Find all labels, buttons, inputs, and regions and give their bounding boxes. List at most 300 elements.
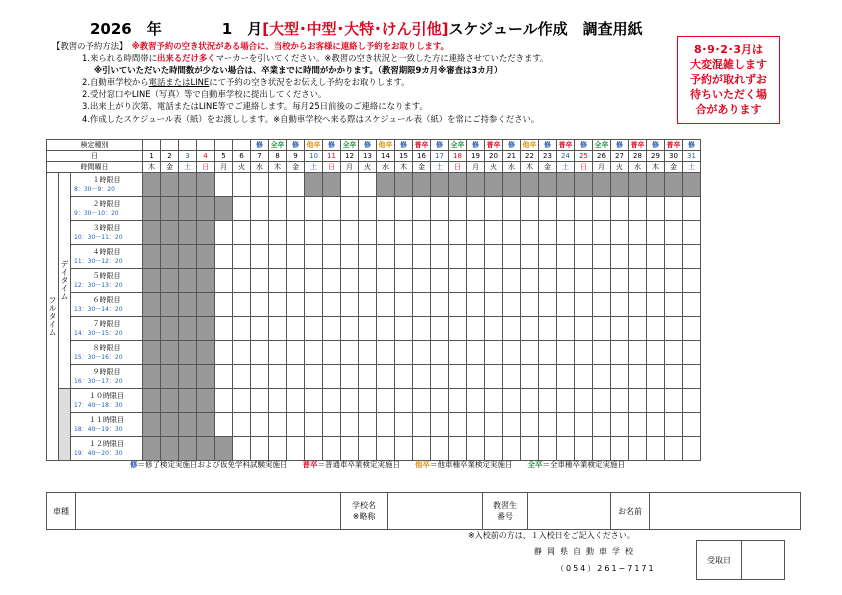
slot-cell[interactable] xyxy=(467,413,485,437)
slot-cell[interactable] xyxy=(305,269,323,293)
slot-cell[interactable] xyxy=(683,293,701,317)
slot-cell[interactable] xyxy=(287,413,305,437)
slot-cell[interactable] xyxy=(413,293,431,317)
slot-cell[interactable] xyxy=(683,437,701,461)
slot-cell[interactable] xyxy=(647,389,665,413)
slot-cell[interactable] xyxy=(629,341,647,365)
slot-cell[interactable] xyxy=(665,389,683,413)
slot-cell[interactable] xyxy=(431,365,449,389)
slot-cell[interactable] xyxy=(539,341,557,365)
slot-cell[interactable] xyxy=(665,437,683,461)
slot-cell[interactable] xyxy=(377,365,395,389)
slot-cell[interactable] xyxy=(665,413,683,437)
slot-cell[interactable] xyxy=(269,173,287,197)
slot-cell[interactable] xyxy=(305,389,323,413)
slot-cell[interactable] xyxy=(233,269,251,293)
slot-cell[interactable] xyxy=(539,221,557,245)
slot-cell[interactable] xyxy=(683,365,701,389)
slot-cell[interactable] xyxy=(557,437,575,461)
slot-cell[interactable] xyxy=(287,221,305,245)
slot-cell[interactable] xyxy=(287,389,305,413)
slot-cell[interactable] xyxy=(503,389,521,413)
slot-cell[interactable] xyxy=(305,413,323,437)
slot-cell[interactable] xyxy=(557,197,575,221)
slot-cell[interactable] xyxy=(485,197,503,221)
slot-cell[interactable] xyxy=(611,413,629,437)
slot-cell[interactable] xyxy=(449,437,467,461)
slot-cell[interactable] xyxy=(539,389,557,413)
slot-cell[interactable] xyxy=(647,197,665,221)
slot-cell[interactable] xyxy=(575,293,593,317)
slot-cell[interactable] xyxy=(449,365,467,389)
slot-cell[interactable] xyxy=(377,269,395,293)
slot-cell[interactable] xyxy=(413,317,431,341)
slot-cell[interactable] xyxy=(539,269,557,293)
slot-cell[interactable] xyxy=(449,245,467,269)
slot-cell[interactable] xyxy=(341,317,359,341)
slot-cell[interactable] xyxy=(413,245,431,269)
slot-cell[interactable] xyxy=(287,293,305,317)
slot-cell[interactable] xyxy=(287,173,305,197)
slot-cell[interactable] xyxy=(467,269,485,293)
slot-cell[interactable] xyxy=(503,293,521,317)
slot-cell[interactable] xyxy=(449,413,467,437)
slot-cell[interactable] xyxy=(377,341,395,365)
slot-cell[interactable] xyxy=(521,317,539,341)
slot-cell[interactable] xyxy=(377,245,395,269)
slot-cell[interactable] xyxy=(611,245,629,269)
slot-cell[interactable] xyxy=(503,197,521,221)
slot-cell[interactable] xyxy=(557,341,575,365)
slot-cell[interactable] xyxy=(485,221,503,245)
slot-cell[interactable] xyxy=(251,221,269,245)
slot-cell[interactable] xyxy=(503,341,521,365)
slot-cell[interactable] xyxy=(233,389,251,413)
slot-cell[interactable] xyxy=(665,269,683,293)
slot-cell[interactable] xyxy=(341,365,359,389)
slot-cell[interactable] xyxy=(647,245,665,269)
slot-cell[interactable] xyxy=(629,245,647,269)
slot-cell[interactable] xyxy=(233,341,251,365)
slot-cell[interactable] xyxy=(521,269,539,293)
slot-cell[interactable] xyxy=(395,389,413,413)
slot-cell[interactable] xyxy=(683,269,701,293)
slot-cell[interactable] xyxy=(323,293,341,317)
slot-cell[interactable] xyxy=(377,317,395,341)
slot-cell[interactable] xyxy=(431,245,449,269)
slot-cell[interactable] xyxy=(467,389,485,413)
slot-cell[interactable] xyxy=(485,293,503,317)
slot-cell[interactable] xyxy=(323,317,341,341)
slot-cell[interactable] xyxy=(215,365,233,389)
slot-cell[interactable] xyxy=(575,437,593,461)
slot-cell[interactable] xyxy=(251,269,269,293)
slot-cell[interactable] xyxy=(215,221,233,245)
slot-cell[interactable] xyxy=(683,221,701,245)
slot-cell[interactable] xyxy=(269,269,287,293)
slot-cell[interactable] xyxy=(449,341,467,365)
slot-cell[interactable] xyxy=(269,317,287,341)
slot-cell[interactable] xyxy=(233,437,251,461)
slot-cell[interactable] xyxy=(467,317,485,341)
slot-cell[interactable] xyxy=(521,197,539,221)
slot-cell[interactable] xyxy=(305,293,323,317)
slot-cell[interactable] xyxy=(683,317,701,341)
slot-cell[interactable] xyxy=(305,197,323,221)
slot-cell[interactable] xyxy=(233,197,251,221)
slot-cell[interactable] xyxy=(575,317,593,341)
slot-cell[interactable] xyxy=(341,173,359,197)
slot-cell[interactable] xyxy=(629,437,647,461)
slot-cell[interactable] xyxy=(359,197,377,221)
slot-cell[interactable] xyxy=(575,245,593,269)
slot-cell[interactable] xyxy=(341,269,359,293)
slot-cell[interactable] xyxy=(215,293,233,317)
slot-cell[interactable] xyxy=(647,413,665,437)
slot-cell[interactable] xyxy=(683,413,701,437)
slot-cell[interactable] xyxy=(485,245,503,269)
slot-cell[interactable] xyxy=(539,293,557,317)
slot-cell[interactable] xyxy=(215,413,233,437)
slot-cell[interactable] xyxy=(431,389,449,413)
slot-cell[interactable] xyxy=(323,437,341,461)
slot-cell[interactable] xyxy=(413,389,431,413)
slot-cell[interactable] xyxy=(629,317,647,341)
slot-cell[interactable] xyxy=(215,317,233,341)
slot-cell[interactable] xyxy=(539,317,557,341)
slot-cell[interactable] xyxy=(413,269,431,293)
slot-cell[interactable] xyxy=(521,245,539,269)
slot-cell[interactable] xyxy=(413,221,431,245)
slot-cell[interactable] xyxy=(593,317,611,341)
slot-cell[interactable] xyxy=(251,173,269,197)
slot-cell[interactable] xyxy=(467,365,485,389)
slot-cell[interactable] xyxy=(593,269,611,293)
slot-cell[interactable] xyxy=(305,365,323,389)
name-field[interactable] xyxy=(650,493,801,530)
slot-cell[interactable] xyxy=(251,293,269,317)
slot-cell[interactable] xyxy=(431,197,449,221)
slot-cell[interactable] xyxy=(575,341,593,365)
slot-cell[interactable] xyxy=(611,293,629,317)
slot-cell[interactable] xyxy=(395,413,413,437)
slot-cell[interactable] xyxy=(521,341,539,365)
slot-cell[interactable] xyxy=(215,245,233,269)
slot-cell[interactable] xyxy=(251,245,269,269)
slot-cell[interactable] xyxy=(575,413,593,437)
slot-cell[interactable] xyxy=(593,293,611,317)
slot-cell[interactable] xyxy=(575,197,593,221)
slot-cell[interactable] xyxy=(557,317,575,341)
slot-cell[interactable] xyxy=(521,365,539,389)
slot-cell[interactable] xyxy=(251,317,269,341)
slot-cell[interactable] xyxy=(467,197,485,221)
slot-cell[interactable] xyxy=(647,269,665,293)
slot-cell[interactable] xyxy=(521,293,539,317)
slot-cell[interactable] xyxy=(683,245,701,269)
slot-cell[interactable] xyxy=(467,341,485,365)
slot-cell[interactable] xyxy=(575,269,593,293)
slot-cell[interactable] xyxy=(341,197,359,221)
slot-cell[interactable] xyxy=(431,221,449,245)
slot-cell[interactable] xyxy=(305,245,323,269)
slot-cell[interactable] xyxy=(593,197,611,221)
slot-cell[interactable] xyxy=(431,341,449,365)
slot-cell[interactable] xyxy=(377,221,395,245)
slot-cell[interactable] xyxy=(269,365,287,389)
slot-cell[interactable] xyxy=(215,389,233,413)
slot-cell[interactable] xyxy=(503,317,521,341)
slot-cell[interactable] xyxy=(359,173,377,197)
slot-cell[interactable] xyxy=(251,437,269,461)
slot-cell[interactable] xyxy=(395,245,413,269)
slot-cell[interactable] xyxy=(629,365,647,389)
slot-cell[interactable] xyxy=(359,317,377,341)
slot-cell[interactable] xyxy=(233,221,251,245)
slot-cell[interactable] xyxy=(485,413,503,437)
car-type-field[interactable] xyxy=(76,493,341,530)
slot-cell[interactable] xyxy=(539,365,557,389)
slot-cell[interactable] xyxy=(215,173,233,197)
slot-cell[interactable] xyxy=(305,341,323,365)
slot-cell[interactable] xyxy=(665,245,683,269)
slot-cell[interactable] xyxy=(395,197,413,221)
slot-cell[interactable] xyxy=(539,437,557,461)
slot-cell[interactable] xyxy=(341,437,359,461)
slot-cell[interactable] xyxy=(467,221,485,245)
slot-cell[interactable] xyxy=(287,341,305,365)
slot-cell[interactable] xyxy=(341,245,359,269)
slot-cell[interactable] xyxy=(287,437,305,461)
slot-cell[interactable] xyxy=(593,437,611,461)
slot-cell[interactable] xyxy=(323,221,341,245)
slot-cell[interactable] xyxy=(647,437,665,461)
slot-cell[interactable] xyxy=(593,221,611,245)
slot-cell[interactable] xyxy=(233,293,251,317)
slot-cell[interactable] xyxy=(323,197,341,221)
slot-cell[interactable] xyxy=(611,269,629,293)
slot-cell[interactable] xyxy=(395,293,413,317)
slot-cell[interactable] xyxy=(359,269,377,293)
slot-cell[interactable] xyxy=(431,269,449,293)
slot-cell[interactable] xyxy=(557,413,575,437)
slot-cell[interactable] xyxy=(395,269,413,293)
slot-cell[interactable] xyxy=(341,389,359,413)
slot-cell[interactable] xyxy=(323,389,341,413)
slot-cell[interactable] xyxy=(269,293,287,317)
slot-cell[interactable] xyxy=(503,365,521,389)
slot-cell[interactable] xyxy=(359,293,377,317)
slot-cell[interactable] xyxy=(611,317,629,341)
received-date-field[interactable] xyxy=(742,541,785,580)
slot-cell[interactable] xyxy=(323,269,341,293)
slot-cell[interactable] xyxy=(395,365,413,389)
slot-cell[interactable] xyxy=(503,413,521,437)
slot-cell[interactable] xyxy=(269,245,287,269)
slot-cell[interactable] xyxy=(269,221,287,245)
slot-cell[interactable] xyxy=(539,413,557,437)
slot-cell[interactable] xyxy=(251,341,269,365)
slot-cell[interactable] xyxy=(305,221,323,245)
slot-cell[interactable] xyxy=(269,389,287,413)
slot-cell[interactable] xyxy=(251,365,269,389)
slot-cell[interactable] xyxy=(647,221,665,245)
slot-cell[interactable] xyxy=(485,341,503,365)
slot-cell[interactable] xyxy=(665,293,683,317)
slot-cell[interactable] xyxy=(323,365,341,389)
slot-cell[interactable] xyxy=(269,197,287,221)
slot-cell[interactable] xyxy=(557,293,575,317)
slot-cell[interactable] xyxy=(611,365,629,389)
slot-cell[interactable] xyxy=(377,293,395,317)
slot-cell[interactable] xyxy=(287,197,305,221)
slot-cell[interactable] xyxy=(611,341,629,365)
slot-cell[interactable] xyxy=(395,341,413,365)
slot-cell[interactable] xyxy=(593,389,611,413)
slot-cell[interactable] xyxy=(683,197,701,221)
slot-cell[interactable] xyxy=(521,437,539,461)
slot-cell[interactable] xyxy=(431,413,449,437)
slot-cell[interactable] xyxy=(503,245,521,269)
slot-cell[interactable] xyxy=(251,413,269,437)
slot-cell[interactable] xyxy=(359,221,377,245)
slot-cell[interactable] xyxy=(593,413,611,437)
slot-cell[interactable] xyxy=(611,437,629,461)
slot-cell[interactable] xyxy=(629,293,647,317)
slot-cell[interactable] xyxy=(683,389,701,413)
slot-cell[interactable] xyxy=(575,389,593,413)
slot-cell[interactable] xyxy=(359,437,377,461)
slot-cell[interactable] xyxy=(233,245,251,269)
student-no-field[interactable] xyxy=(528,493,611,530)
slot-cell[interactable] xyxy=(215,341,233,365)
slot-cell[interactable] xyxy=(647,317,665,341)
slot-cell[interactable] xyxy=(557,365,575,389)
slot-cell[interactable] xyxy=(575,221,593,245)
slot-cell[interactable] xyxy=(251,197,269,221)
slot-cell[interactable] xyxy=(359,341,377,365)
slot-cell[interactable] xyxy=(431,317,449,341)
slot-cell[interactable] xyxy=(395,437,413,461)
slot-cell[interactable] xyxy=(251,389,269,413)
slot-cell[interactable] xyxy=(341,221,359,245)
slot-cell[interactable] xyxy=(269,437,287,461)
slot-cell[interactable] xyxy=(629,197,647,221)
slot-cell[interactable] xyxy=(341,341,359,365)
slot-cell[interactable] xyxy=(413,365,431,389)
slot-cell[interactable] xyxy=(593,341,611,365)
slot-cell[interactable] xyxy=(287,245,305,269)
slot-cell[interactable] xyxy=(359,245,377,269)
slot-cell[interactable] xyxy=(359,389,377,413)
slot-cell[interactable] xyxy=(521,221,539,245)
slot-cell[interactable] xyxy=(269,413,287,437)
slot-cell[interactable] xyxy=(575,365,593,389)
slot-cell[interactable] xyxy=(431,437,449,461)
slot-cell[interactable] xyxy=(233,365,251,389)
slot-cell[interactable] xyxy=(395,317,413,341)
slot-cell[interactable] xyxy=(323,245,341,269)
slot-cell[interactable] xyxy=(467,437,485,461)
slot-cell[interactable] xyxy=(413,197,431,221)
slot-cell[interactable] xyxy=(377,389,395,413)
slot-cell[interactable] xyxy=(449,221,467,245)
school-name-field[interactable] xyxy=(388,493,483,530)
slot-cell[interactable] xyxy=(269,341,287,365)
slot-cell[interactable] xyxy=(305,437,323,461)
slot-cell[interactable] xyxy=(503,437,521,461)
slot-cell[interactable] xyxy=(521,389,539,413)
slot-cell[interactable] xyxy=(341,413,359,437)
slot-cell[interactable] xyxy=(521,413,539,437)
slot-cell[interactable] xyxy=(557,389,575,413)
slot-cell[interactable] xyxy=(503,269,521,293)
slot-cell[interactable] xyxy=(449,269,467,293)
slot-cell[interactable] xyxy=(485,437,503,461)
slot-cell[interactable] xyxy=(485,269,503,293)
slot-cell[interactable] xyxy=(629,389,647,413)
slot-cell[interactable] xyxy=(629,413,647,437)
slot-cell[interactable] xyxy=(665,341,683,365)
slot-cell[interactable] xyxy=(287,317,305,341)
slot-cell[interactable] xyxy=(611,197,629,221)
slot-cell[interactable] xyxy=(233,173,251,197)
slot-cell[interactable] xyxy=(467,293,485,317)
slot-cell[interactable] xyxy=(449,293,467,317)
slot-cell[interactable] xyxy=(449,389,467,413)
slot-cell[interactable] xyxy=(359,365,377,389)
slot-cell[interactable] xyxy=(647,293,665,317)
slot-cell[interactable] xyxy=(413,341,431,365)
slot-cell[interactable] xyxy=(611,389,629,413)
slot-cell[interactable] xyxy=(665,365,683,389)
slot-cell[interactable] xyxy=(449,317,467,341)
slot-cell[interactable] xyxy=(449,197,467,221)
slot-cell[interactable] xyxy=(287,269,305,293)
slot-cell[interactable] xyxy=(215,269,233,293)
slot-cell[interactable] xyxy=(377,437,395,461)
slot-cell[interactable] xyxy=(593,245,611,269)
slot-cell[interactable] xyxy=(431,293,449,317)
slot-cell[interactable] xyxy=(377,413,395,437)
slot-cell[interactable] xyxy=(557,269,575,293)
slot-cell[interactable] xyxy=(683,341,701,365)
slot-cell[interactable] xyxy=(341,293,359,317)
slot-cell[interactable] xyxy=(413,437,431,461)
slot-cell[interactable] xyxy=(485,389,503,413)
slot-cell[interactable] xyxy=(557,245,575,269)
slot-cell[interactable] xyxy=(539,245,557,269)
slot-cell[interactable] xyxy=(647,341,665,365)
slot-cell[interactable] xyxy=(611,221,629,245)
slot-cell[interactable] xyxy=(503,221,521,245)
slot-cell[interactable] xyxy=(233,413,251,437)
slot-cell[interactable] xyxy=(359,413,377,437)
slot-cell[interactable] xyxy=(413,413,431,437)
slot-cell[interactable] xyxy=(593,365,611,389)
slot-cell[interactable] xyxy=(467,245,485,269)
slot-cell[interactable] xyxy=(305,317,323,341)
slot-cell[interactable] xyxy=(665,221,683,245)
slot-cell[interactable] xyxy=(665,317,683,341)
slot-cell[interactable] xyxy=(485,317,503,341)
slot-cell[interactable] xyxy=(323,413,341,437)
slot-cell[interactable] xyxy=(629,269,647,293)
slot-cell[interactable] xyxy=(233,317,251,341)
slot-cell[interactable] xyxy=(557,221,575,245)
slot-cell[interactable] xyxy=(629,221,647,245)
slot-cell[interactable] xyxy=(287,365,305,389)
